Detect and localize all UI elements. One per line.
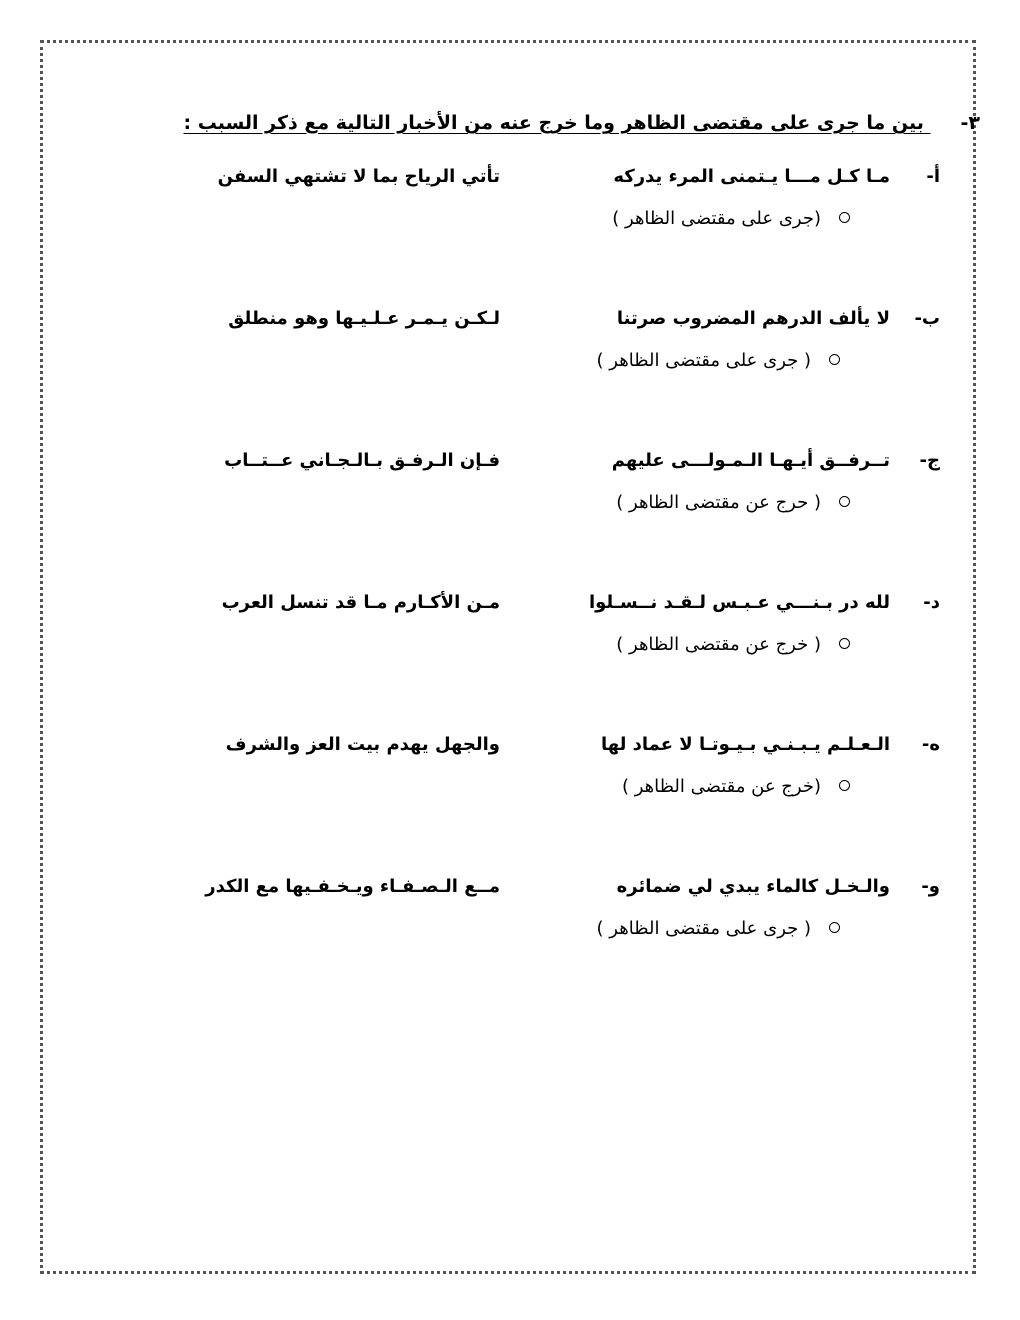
answer-line — [430, 492, 850, 524]
verse-line — [200, 730, 940, 766]
list-item — [200, 446, 940, 546]
list-item — [200, 730, 940, 830]
verse-second-half: مـن الأكـارم مـا قد تنسل العرب — [221, 592, 500, 613]
verse-line — [200, 162, 940, 198]
answer-text: (جرى على مقتضى الظاهر ) — [612, 208, 821, 229]
item-letter: د- — [923, 592, 940, 613]
verse-second-half: لـكـن يـمـر عـلـيـها وهو منطلق — [228, 308, 500, 329]
question-number: ٣- — [960, 112, 980, 134]
list-item — [200, 162, 940, 262]
verse-second-half: مــع الـصـفـاء ويـخـفـيها مع الكدر — [205, 876, 500, 897]
list-item — [200, 588, 940, 688]
verse-first-half: تــرفــق أيـهـا الـمـولـــى عليهم — [611, 450, 890, 471]
verse-first-half: لله در بـنـــي عـبـس لـقـد نــسـلوا — [588, 592, 890, 613]
verse-second-half: والجهل يهدم بيت العز والشرف — [225, 734, 500, 755]
verse-second-half: تأتي الرياح بما لا تشتهي السفن — [217, 166, 500, 187]
bullet-circle-icon — [839, 780, 850, 791]
list-item — [200, 872, 940, 972]
list-item — [200, 304, 940, 404]
verse-first-half: لا يألف الدرهم المضروب صرتنا — [616, 308, 890, 329]
answer-line — [420, 918, 840, 950]
question-header — [183, 112, 980, 142]
answer-line — [430, 208, 850, 240]
verse-first-half: والـخـل كالماء يبدي لي ضمائره — [616, 876, 890, 897]
item-letter: ج- — [919, 450, 940, 471]
verse-line — [200, 872, 940, 908]
answer-line — [420, 350, 840, 382]
bullet-circle-icon — [829, 354, 840, 365]
verse-first-half: الـعـلـم يـبـنـي بـيـوتـا لا عماد لها — [601, 734, 890, 755]
item-letter: ب- — [914, 308, 940, 329]
answer-line — [430, 634, 850, 666]
verse-second-half: فـإن الـرفـق بـالـجـاني عــتــاب — [224, 450, 500, 471]
bullet-circle-icon — [829, 922, 840, 933]
bullet-circle-icon — [839, 212, 850, 223]
item-letter: و- — [921, 876, 940, 897]
answer-text: (خرج عن مقتضى الظاهر ) — [621, 776, 821, 797]
bullet-circle-icon — [839, 638, 850, 649]
item-letter: أ- — [926, 166, 940, 187]
item-letter: ه- — [921, 734, 940, 755]
verse-line — [200, 588, 940, 624]
answer-text: ( خرج عن مقتضى الظاهر ) — [616, 634, 821, 655]
bullet-circle-icon — [839, 496, 850, 507]
answer-text: ( جرى على مقتضى الظاهر ) — [596, 350, 811, 371]
answer-text: ( جرى على مقتضى الظاهر ) — [596, 918, 811, 939]
verse-first-half: مـا كـل مـــا يـتمنى المرء يدركه — [613, 166, 890, 187]
question-text: بين ما جرى على مقتضى الظاهر وما خرج عنه من الأخبار التالية مع ذكر السبب : — [183, 112, 924, 134]
verse-line — [200, 446, 940, 482]
answer-text: ( حرج عن مقتضى الظاهر ) — [616, 492, 821, 513]
verse-line — [200, 304, 940, 340]
answer-line — [430, 776, 850, 808]
